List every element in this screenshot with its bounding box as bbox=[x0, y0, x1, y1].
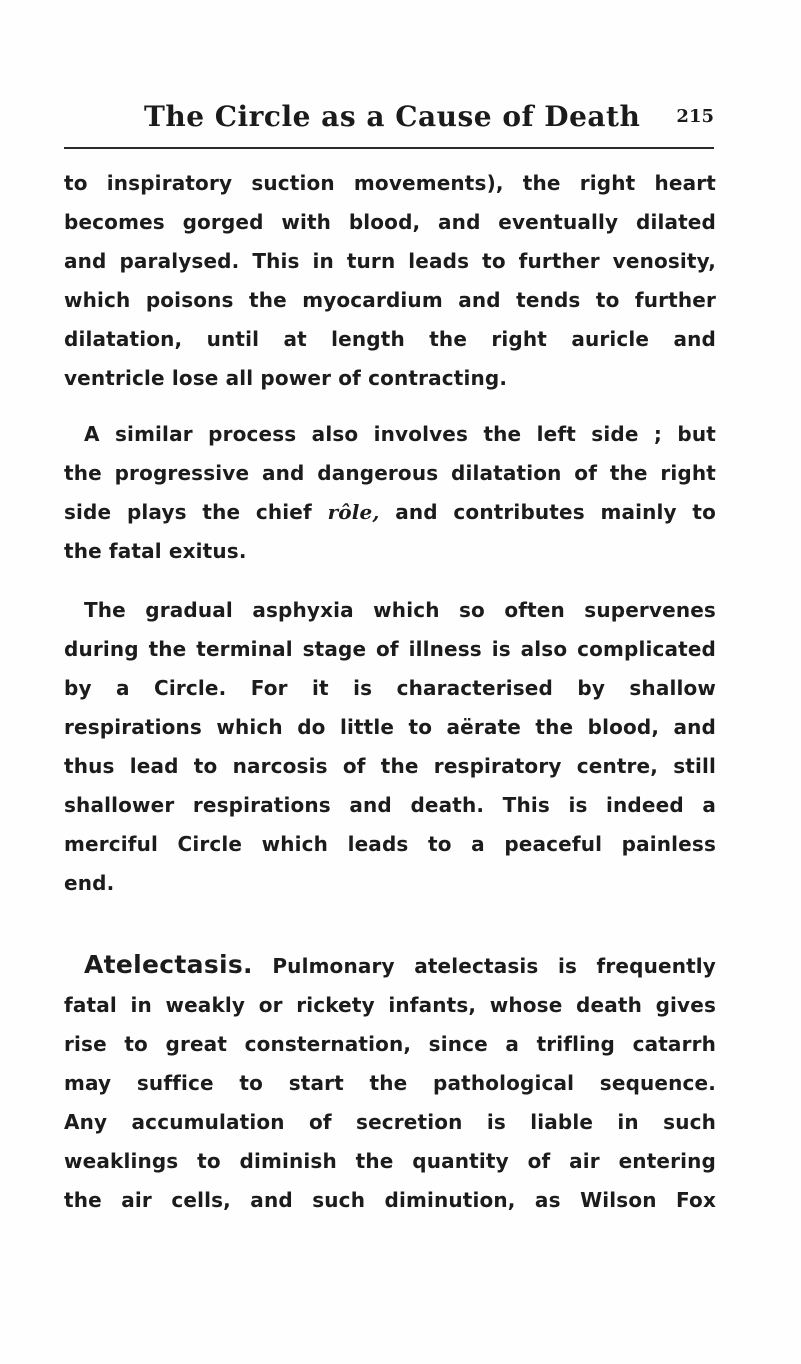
text-line: respirations which do little to aërate the blood, and bbox=[64, 715, 716, 739]
page-number: 215 bbox=[676, 106, 714, 127]
text-line: which poisons the myocardium and tends to further bbox=[64, 288, 716, 312]
text-run: and contributes mainly to bbox=[379, 500, 717, 524]
text-line: the fatal exitus. bbox=[64, 539, 247, 563]
text-run: Pulmonary atelectasis is frequently bbox=[252, 954, 716, 978]
text-line: shallower respirations and death. This is indeed a bbox=[64, 793, 716, 817]
italic-term: rôle, bbox=[327, 500, 380, 524]
text-line: by a Circle. For it is characterised by shallow bbox=[64, 676, 716, 700]
text-line: Any accumulation of secretion is liable in such bbox=[64, 1110, 716, 1134]
text-line: thus lead to narcosis of the respiratory centre, still bbox=[64, 754, 716, 778]
text-line: merciful Circle which leads to a peaceful painless bbox=[64, 832, 716, 856]
text-line bbox=[64, 493, 716, 532]
running-head bbox=[64, 96, 714, 146]
text-line: becomes gorged with blood, and eventually dilated bbox=[64, 210, 716, 234]
section-sidehead: Atelectasis. bbox=[84, 950, 253, 979]
text-line: may suffice to start the pathological sequence. bbox=[64, 1071, 716, 1095]
text-line: dilatation, until at length the right auricle and bbox=[64, 327, 716, 351]
text-line: and paralysed. This in turn leads to further venosity, bbox=[64, 249, 716, 273]
paragraph-left-side bbox=[64, 415, 716, 571]
text-line bbox=[64, 945, 716, 986]
text-line: the progressive and dangerous dilatation of the right bbox=[64, 461, 716, 485]
text-run: side plays the chief bbox=[64, 500, 328, 524]
text-line: rise to great consternation, since a trifling catarrh bbox=[64, 1032, 716, 1056]
header-rule bbox=[64, 147, 714, 149]
text-line: The gradual asphyxia which so often supervenes bbox=[84, 598, 716, 622]
text-line: end. bbox=[64, 871, 115, 895]
text-line: A similar process also involves the left side ; but bbox=[84, 422, 716, 446]
text-line: weaklings to diminish the quantity of air entering bbox=[64, 1149, 716, 1173]
paragraph-atelectasis bbox=[64, 945, 716, 1220]
running-title: The Circle as a Cause of Death bbox=[144, 100, 641, 133]
text-line: to inspiratory suction movements), the right heart bbox=[64, 171, 716, 195]
text-line: fatal in weakly or rickety infants, whose death gives bbox=[64, 993, 716, 1017]
text-line: during the terminal stage of illness is also complicated bbox=[64, 637, 716, 661]
body-text bbox=[64, 164, 716, 1220]
text-line: ventricle lose all power of contracting. bbox=[64, 366, 508, 390]
paragraph-asphyxia bbox=[64, 591, 716, 903]
text-line: the air cells, and such diminution, as Wilson Fox bbox=[64, 1188, 716, 1212]
paragraph-venosity bbox=[64, 164, 716, 398]
